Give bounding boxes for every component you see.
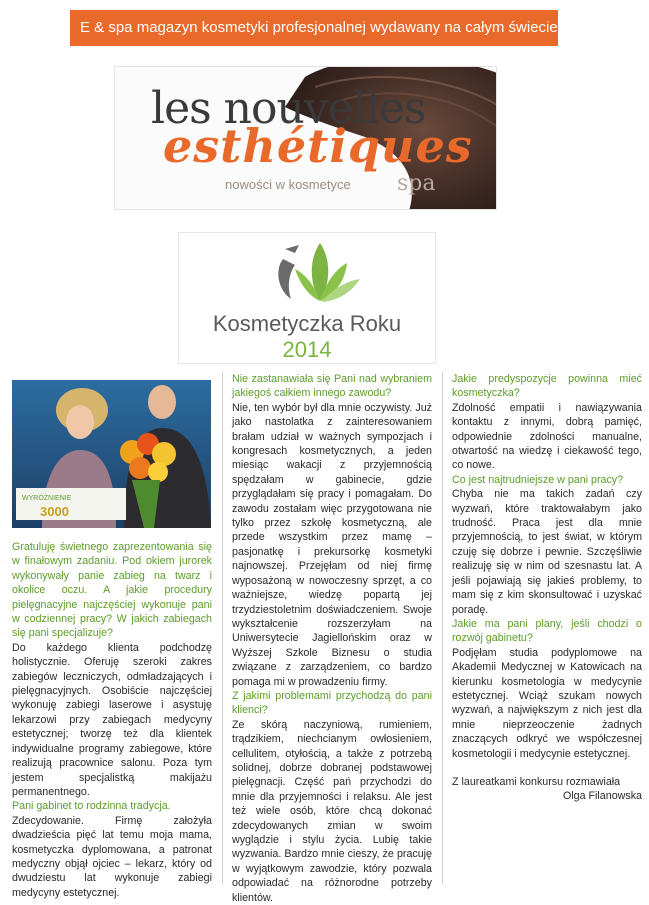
answer: Nie, ten wybór był dla mnie oczywisty. Już jako nastolatka z zainteresowaniem brałam udział w ważnych sympozjach i kongresach kosmetycznych, a jeden miesiąc wakacji z przyjemnością spędzałam w gabinecie, gdzie przyglądałam się pracy i pomagałam. Do zawodu zostałam więc przygotowana nie tylko przez szkołę kosmetyczną, ale przede wszystkim przez mamę – pasjonatkę i prekursorkę kosmetyki najnowszej. Przejęłam od niej firmę wyposażoną w nowoczesny sprzęt, a co ważniejsze, wiedzę popartą jej trzydziestoletnim doświadczeniem. Swoje wykształcenie rozszerzyłam na Uniwersytecie Jagiellońskim oraz w Wyższej Szkole Biznesu o studia związane z zarządzeniem, co bardzo pomaga mi w prowadzeniu firmy. xyxy=(232,401,432,688)
logo-line1: les nouvelles xyxy=(151,83,426,134)
award-year: 2014 xyxy=(282,337,332,362)
lotus-icon xyxy=(265,239,365,311)
logo-tagline: nowości w kosmetyce xyxy=(225,177,351,192)
article-column-1 xyxy=(12,540,212,900)
question: Z jakimi problemami przychodzą do pani klienci? xyxy=(232,689,432,717)
article-column-2 xyxy=(232,372,432,905)
question: Jakie predyspozycje powinna mieć kosmetyczka? xyxy=(452,373,642,400)
laureates-photo xyxy=(12,380,211,528)
banner-text: E & spa magazyn kosmetyki profesjonalnej wydawany na całym świecie xyxy=(80,19,558,36)
question: Gratuluję świetnego zaprezentowania się w finałowym zadaniu. Pod okiem jurorek wykonywały panie zabieg na twarz i okolice oczu. A jakie procedury pielęgnacyjne najczęściej wykonuje pani w codziennej pracy? W jakich zabiegach się pani specjalizuje? xyxy=(12,541,212,640)
signature-author: Olga Filanowska xyxy=(562,790,642,803)
question: Nie zastanawiała się Pani nad wybraniem jakiegoś całkiem innego zawodu? xyxy=(232,373,432,400)
answer: Zdecydowanie. Firmę założyła dwadzieścia pięć lat temu moja mama, kosmetyczka dyplomowana, a patronat medyczny objął ojciec – lekarz, który od dwudziestu lat wykonuje zabiegi medycyny estetycznej. xyxy=(12,814,212,899)
award-card-label: WYRÓŻNIENIE xyxy=(22,495,72,502)
signature-line: Z laureatkami konkursu rozmawiała xyxy=(452,775,621,788)
question: Jakie ma pani plany, jeśli chodzi o rozwój gabinetu? xyxy=(452,617,642,645)
magazine-logo xyxy=(114,66,497,210)
answer: Podjęłam studia podyplomowe na Akademii Medycznej w Katowicach na kierunku kosmetologia w medycynie estetycznej. Wciąż szukam nowych wyzwań, a największym z nich jest dla mnie nieprzeoczenie żadnych znaczących odkryć we współczesnej kosmetologii i medycynie estetycznej. xyxy=(452,646,642,760)
column-divider xyxy=(222,372,223,884)
answer: Do każdego klienta podchodzę holistycznie. Oferuję szeroki zakres zabiegów leczniczych, odmładzających i pielęgnacyjnych. Osobiście najczęściej wykonuję zabiegi laserowe i asystuję lekarzowi przy zabiegach medycyny estetycznej; tworzę też dla klientek indywidualne programy zabiegowe, które realizują pracownice salonu. Poza tym jestem specjalistką makijażu permanentnego. xyxy=(12,641,212,798)
answer: Chyba nie ma takich zadań czy wyzwań, które traktowałabym jako trudność. Praca jest dla mnie przyjemnością, to jest świat, w którym czuję się dobrze i pewnie. Szczęśliwie realizuję się w nim od szesnastu lat. A jeśli pojawiają się jakieś problemy, to mam się z kim skonsultować i uzyskać poradę. xyxy=(452,488,642,616)
award-title: Kosmetyczka Roku xyxy=(212,311,402,336)
column-divider xyxy=(442,372,443,884)
award-logo xyxy=(178,232,436,364)
article-column-3 xyxy=(452,372,642,804)
answer: Ze skórą naczyniową, rumieniem, trądzikiem, niechcianym owłosieniem, cellulitem, otyłością, a także z potrzebą solidnej, dobrze dobranej podstawowej pielęgnacji. Część pań przychodzi do mnie dla przyjemności i relaksu. Ale jest też wiele osób, które chcą dokonać zdecydowanych zmian w swoim wyglądzie i stylu życia. Lubię takie wyzwania. Bardzo mnie cieszy, że pracuję w wyjątkowym zawodzie, który pozwala odpowiadać na różnorodne potrzeby klientów. xyxy=(232,718,432,904)
answer: Zdolność empatii i nawiązywania kontaktu z innymi, dobrą pamięć, odpowiednie zdolności manualne, otwartość na wiedzę i ciekawość tego, co nowe. xyxy=(452,401,642,472)
award-card-number: 3000 xyxy=(40,504,69,519)
question: Co jest najtrudniejsze w pani pracy? xyxy=(452,473,624,486)
question: Pani gabinet to rodzinna tradycja. xyxy=(12,800,171,813)
magazine-banner xyxy=(70,10,558,46)
logo-spa: spa xyxy=(397,171,436,196)
logo-line2: esthétiques xyxy=(163,119,473,173)
